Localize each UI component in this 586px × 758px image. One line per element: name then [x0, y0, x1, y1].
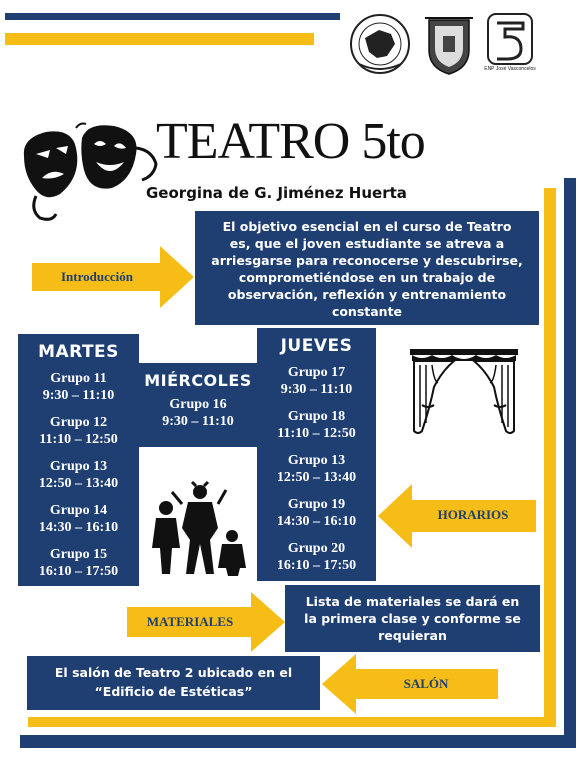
intro-arrow: [32, 246, 194, 308]
author-name: Georgina de G. Jiménez Huerta: [146, 184, 407, 202]
schedule-slot: Grupo 12 11:10 – 12:50: [39, 415, 118, 447]
horarios-label: HORARIOS: [437, 507, 509, 522]
logo-caption: ENP José Vasconcelos: [484, 66, 536, 72]
bottom-navy-bar: [20, 735, 576, 748]
schedule-slot: Grupo 13 12:50 – 13:40: [38, 459, 119, 491]
theater-masks-icon: [16, 118, 161, 224]
top-bar-navy: [5, 13, 340, 20]
salon-label: SALÓN: [403, 676, 449, 691]
schedule-slot: Grupo 18 11:10 – 12:50: [277, 409, 356, 441]
jueves-column: [257, 328, 376, 581]
schedule-slot: Grupo 16 9:30 – 11:10: [162, 397, 234, 429]
prepa-shield-icon: [421, 14, 477, 76]
schedule-slot: Grupo 19 14:30 – 16:10: [276, 497, 357, 529]
salon-arrow: [322, 654, 498, 714]
schedule-slot: Grupo 20 16:10 – 17:50: [276, 541, 357, 573]
unam-seal-icon: [349, 12, 411, 76]
enp-5-logo-icon: [484, 13, 536, 75]
martes-column: [18, 334, 139, 586]
right-gold-bar: [544, 188, 556, 718]
schedule-slot: Grupo 11 9:30 – 11:10: [42, 371, 115, 403]
schedule-slot: Grupo 15 16:10 – 17:50: [38, 547, 119, 579]
horarios-arrow: [378, 484, 536, 548]
salon-text: El salón de Teatro 2 ubicado en el “Edificio de Estéticas”: [54, 665, 293, 699]
intro-text: El objetivo esencial en el curso de Teatro es, que el joven estudiante se atreva a arriesgarse para reconocerse y descubrirse, comprometiéndose en un trabajo de observación, reflexión y entrenamiento constante: [211, 219, 523, 319]
martes-title: MARTES: [38, 342, 119, 362]
miercoles-column: [139, 363, 257, 447]
bottom-gold-bar: [28, 717, 556, 727]
materiales-box: [285, 585, 540, 652]
schedule-slot: Grupo 17 9:30 – 11:10: [280, 365, 353, 397]
right-navy-bar: [564, 178, 576, 748]
materiales-arrow: [127, 592, 285, 652]
intro-label: Introducción: [61, 269, 133, 284]
materiales-label: MATERIALES: [146, 614, 234, 629]
miercoles-title: MIÉRCOLES: [144, 371, 252, 390]
jueves-title: JUEVES: [280, 336, 353, 356]
schedule-slot: Grupo 13 12:50 – 13:40: [276, 453, 357, 485]
performers-silhouette-icon: [148, 478, 248, 578]
top-bar-gold: [5, 33, 314, 45]
materiales-text: Lista de materiales se dará en la primera clase y conforme se requieran: [304, 594, 521, 643]
stage-curtain-icon: [408, 347, 520, 437]
salon-box: [27, 656, 320, 710]
page-title: TEATRO 5to: [156, 113, 425, 170]
schedule-slot: Grupo 14 14:30 – 16:10: [38, 503, 119, 535]
intro-box: [195, 211, 539, 325]
